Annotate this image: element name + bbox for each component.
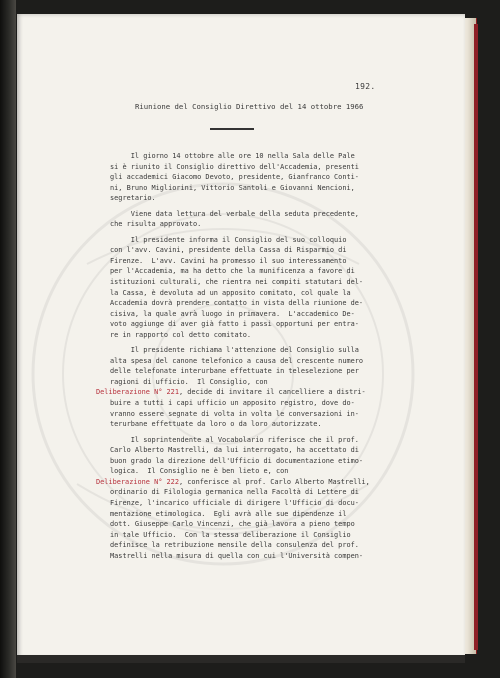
text-line: Il presidente richiama l'attenzione del Consiglio sulla	[110, 346, 359, 355]
text-line: dott. Giuseppe Carlo Vincenzi, che già lavora a pieno tempo	[110, 520, 355, 529]
text-line: con l'avv. Cavini, presidente della Cassa di Risparmio di	[110, 246, 347, 255]
text-line: gli accademici Giacomo Devoto, presidente, Gianfranco Conti-	[110, 173, 359, 182]
text-line: in tale Ufficio. Con la stessa deliberazione il Consiglio	[110, 530, 351, 539]
deliberation-line	[96, 387, 440, 398]
text-line: delle telefonate interurbane effettuate in teleselezione per	[110, 367, 359, 376]
document-page	[17, 14, 465, 658]
text-line: Il soprintendente al Vocabolario riferisce che il prof.	[110, 435, 359, 444]
document-body	[96, 151, 440, 561]
text-line: Il presidente informa il Consiglio del suo colloquio	[110, 235, 347, 244]
deliberation-reference: Deliberazione N° 221	[96, 388, 179, 397]
book-spine	[0, 0, 16, 678]
text-line: Firenze. L'avv. Cavini ha promesso il suo interessamento	[110, 256, 347, 265]
text-line: terurbane effettuate da loro o da loro autorizzate.	[110, 420, 322, 429]
scan-bottom-shadow	[17, 655, 465, 663]
text-line: ni, Bruno Migliorini, Vittorio Santoli e Giovanni Nencioni,	[110, 183, 355, 192]
text-line: vranno essere segnate di volta in volta le conversazioni in-	[110, 409, 359, 418]
red-cover-edge	[474, 24, 478, 650]
text-line: alta spesa del canone telefonico a causa del crescente numero	[110, 356, 364, 365]
text-line: segretario.	[110, 194, 156, 203]
text-line: mentazione etimologica. Egli avrà alle sue dipendenze il	[110, 509, 347, 518]
text-line: Carlo Alberto Mastrelli, da lui interrogato, ha accettato di	[110, 446, 359, 455]
text-line: la Cassa, è devoluta ad un apposito comitato, col quale la	[110, 288, 351, 297]
text-line: Accademia dovrà prendere contatto in vista della riunione de-	[110, 299, 364, 308]
page-number: 192.	[355, 82, 376, 91]
text-line: voto aggiunge di aver già fatto i passi opportuni per entra-	[110, 320, 359, 329]
deliberation-text: , decide di invitare il cancelliere a distri-	[178, 388, 366, 397]
deliberation-text: , conferisce al prof. Carlo Alberto Mastrelli,	[178, 477, 370, 486]
page-title: Riunione del Consiglio Direttivo del 14 ottobre 1966	[135, 102, 364, 111]
text-line: Viene data lettura del verbale della seduta precedente,	[110, 209, 359, 218]
text-line: Mastrelli nella misura di quella con cui l'Università compen-	[110, 551, 364, 560]
title-divider	[210, 128, 254, 130]
text-line: cisiva, la quale avrà luogo in primavera. L'accademico De-	[110, 309, 355, 318]
text-line: che risulta approvato.	[110, 220, 202, 229]
text-line: logica. Il Consiglio ne è ben lieto e, con	[110, 467, 289, 476]
deliberation-line	[96, 477, 440, 488]
text-line: ragioni di ufficio. Il Consiglio, con	[110, 377, 268, 386]
text-line: Il giorno 14 ottobre alle ore 10 nella Sala delle Pale	[110, 152, 355, 160]
text-line: ordinario di Filologia germanica nella Facoltà di Lettere di	[110, 488, 359, 497]
text-line: definisce la retribuzione mensile della consulenza del prof.	[110, 541, 359, 550]
text-line: re in rapporto col detto comitato.	[110, 330, 252, 339]
text-line: buon grado la direzione dell'Ufficio di documentazione etimo-	[110, 456, 364, 465]
text-line: si è riunito il Consiglio direttivo dell'Accademia, presenti	[110, 162, 359, 171]
text-line: istituzioni culturali, che rientra nei compiti statutari del-	[110, 278, 364, 287]
text-line: per l'Accademia, ma ha detto che la munificenza a favore di	[110, 267, 355, 276]
text-line: buire a tutti i capi ufficio un apposito registro, dove do-	[110, 399, 355, 408]
deliberation-reference: Deliberazione N° 222	[96, 477, 179, 486]
text-line: Firenze, l'incarico ufficiale di dirigere l'Ufficio di docu-	[110, 498, 359, 507]
